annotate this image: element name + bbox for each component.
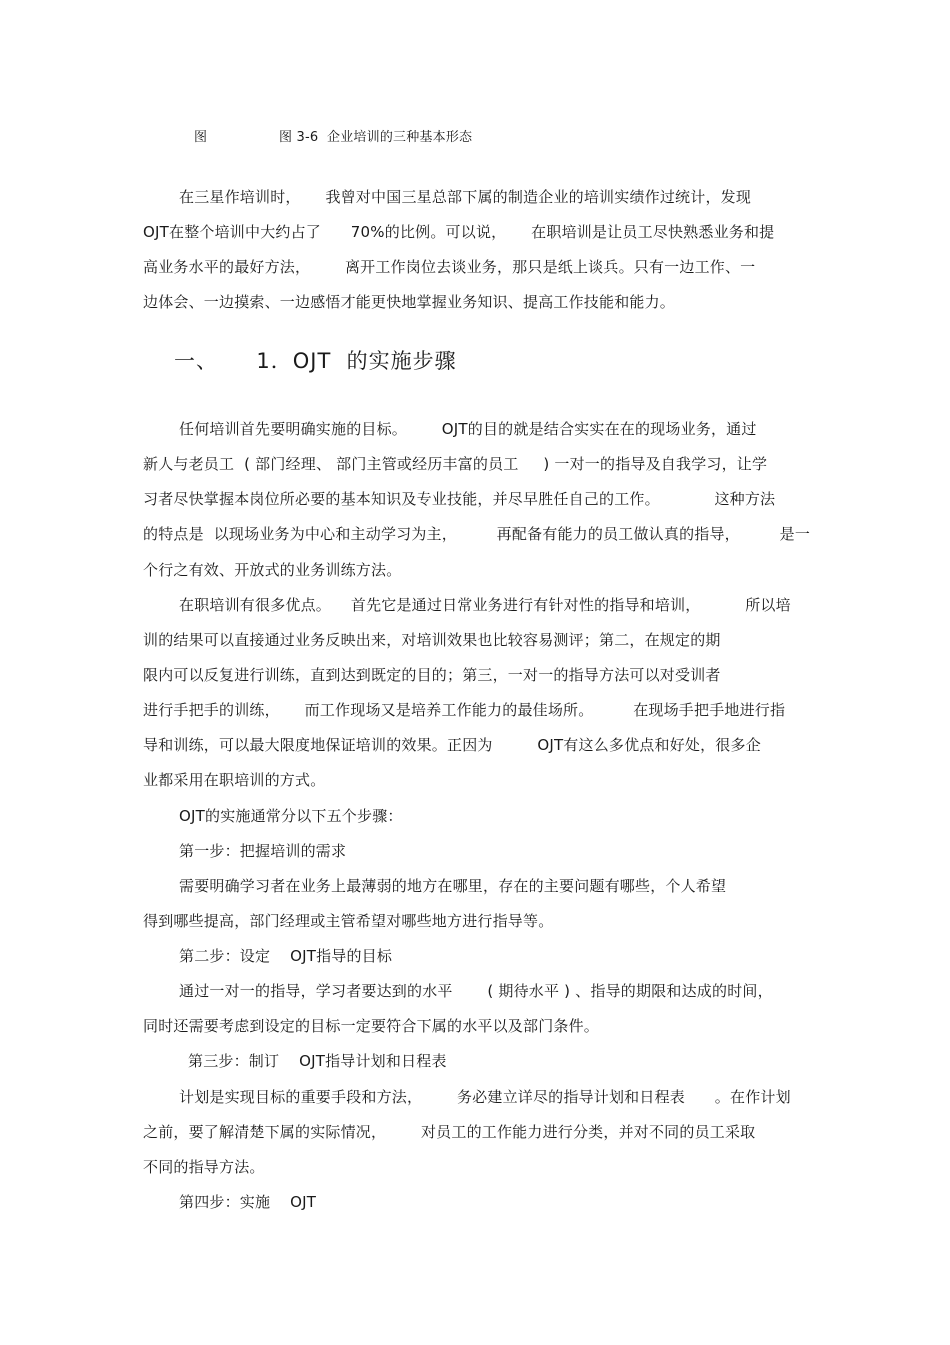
body-line: 在职培训有很多优点。 首先它是通过日常业务进行有针对性的指导和培训， 所以培 xyxy=(179,596,791,614)
body-line: 新人与老员工 ( 部门经理、 部门主管或经历丰富的员工 ) 一对一的指导及自我学习，让学 xyxy=(143,455,768,473)
body-line: 任何培训首先要明确实施的目标。 OJT的目的就是结合实实在在的现场业务，通过 xyxy=(179,420,757,438)
figure-label: 图 xyxy=(194,130,208,145)
step-four-title: 第四步：实施 OJT xyxy=(179,1193,317,1211)
body-line: 习者尽快掌握本岗位所必要的基本知识及专业技能，并尽早胜任自己的工作。 这种方法 xyxy=(143,490,776,508)
figure-caption: 图 3-6 企业培训的三种基本形态 xyxy=(279,130,473,145)
step-one-title: 第一步：把握培训的需求 xyxy=(179,842,347,860)
intro-line: 高业务水平的最好方法， 离开工作岗位去谈业务，那只是纸上谈兵。只有一边工作、一 xyxy=(143,258,756,276)
body-line: 训的结果可以直接通过业务反映出来，对培训效果也比较容易测评；第二，在规定的期 xyxy=(143,631,721,649)
body-line: 需要明确学习者在业务上最薄弱的地方在哪里，存在的主要问题有哪些，个人希望 xyxy=(179,877,727,895)
intro-line: 边体会、一边摸索、一边感悟才能更快地掌握业务知识、提高工作技能和能力。 xyxy=(143,293,676,311)
intro-line: OJT在整个培训中大约占了 70%的比例。可以说， 在职培训是让员工尽快熟悉业务和提 xyxy=(143,223,775,241)
body-line: 不同的指导方法。 xyxy=(143,1158,265,1176)
body-line: 计划是实现目标的重要手段和方法， 务必建立详尽的指导计划和日程表 。在作计划 xyxy=(179,1088,791,1106)
body-line: 的特点是 以现场业务为中心和主动学习为主， 再配备有能力的员工做认真的指导， 是一 xyxy=(143,525,811,543)
body-line: OJT的实施通常分以下五个步骤： xyxy=(179,807,403,825)
body-line: 同时还需要考虑到设定的目标一定要符合下属的水平以及部门条件。 xyxy=(143,1017,600,1035)
body-line: 进行手把手的训练， 而工作现场又是培养工作能力的最佳场所。 在现场手把手地进行指 xyxy=(143,701,786,719)
body-line: 导和训练，可以最大限度地保证培训的效果。正因为 OJT有这么多优点和好处，很多企 xyxy=(143,736,761,754)
body-line: 限内可以反复进行训练，直到达到既定的目的；第三，一对一的指导方法可以对受训者 xyxy=(143,666,721,684)
body-line: 之前，要了解清楚下属的实际情况， 对员工的工作能力进行分类，并对不同的员工采取 xyxy=(143,1123,756,1141)
step-three-title: 第三步：制订 OJT指导计划和日程表 xyxy=(188,1052,447,1070)
step-two-title: 第二步：设定 OJT指导的目标 xyxy=(179,947,393,965)
body-line: 得到哪些提高，部门经理或主管希望对哪些地方进行指导等。 xyxy=(143,912,554,930)
body-line: 个行之有效、开放式的业务训练方法。 xyxy=(143,561,402,579)
body-line: 业都采用在职培训的方式。 xyxy=(143,771,326,789)
section-heading: 一、 1．OJT 的实施步骤 xyxy=(174,349,457,373)
intro-line: 在三星作培训时， 我曾对中国三星总部下属的制造企业的培训实绩作过统计，发现 xyxy=(179,188,752,206)
body-line: 通过一对一的指导，学习者要达到的水平 ( 期待水平 ) 、指导的期限和达成的时间， xyxy=(179,982,773,1000)
